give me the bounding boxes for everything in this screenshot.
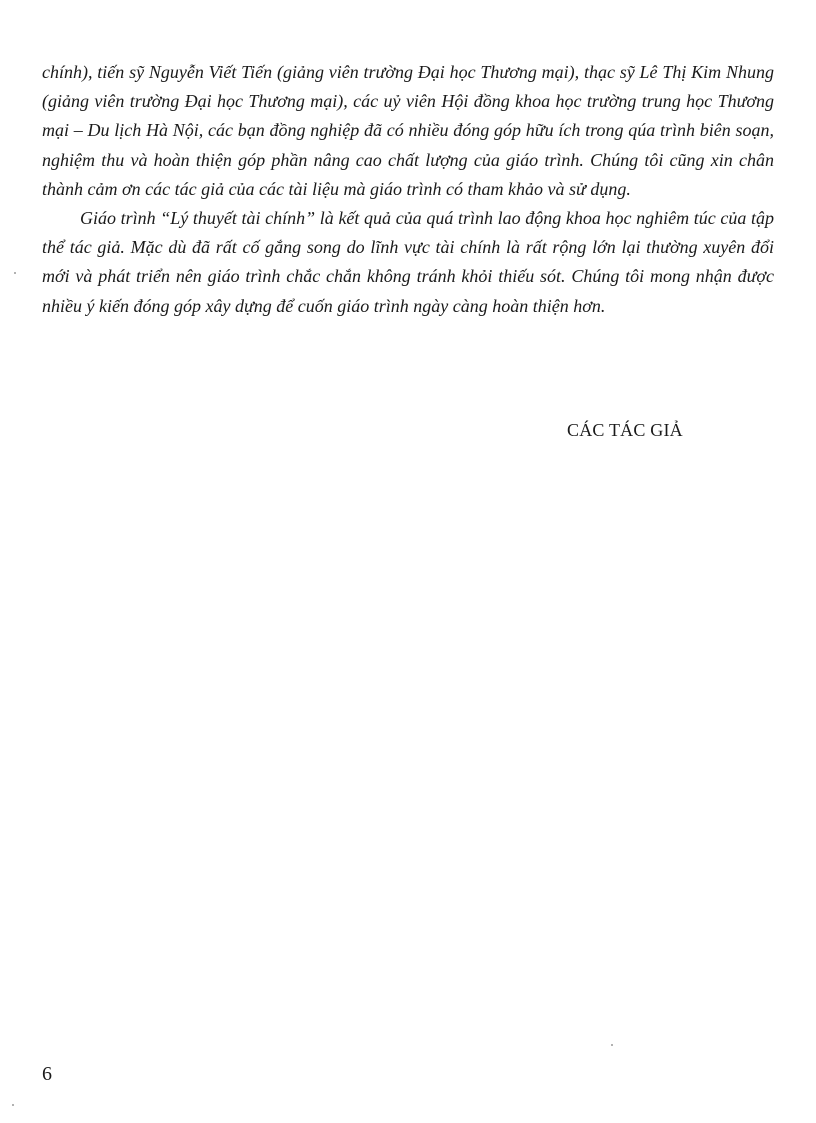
paragraph-acknowledgements: chính), tiến sỹ Nguyễn Viết Tiến (giảng viên trường Đại học Thương mại), thạc sỹ Lê Thị Kim Nhung (giảng viên trường Đại học Thương mại), các uỷ viên Hội đồng khoa học trường trung học Thương mại – Du lịch Hà Nội, các bạn đồng nghiệp đã có nhiều đóng góp hữu ích trong qúa trình biên soạn, nghiệm thu và hoàn thiện góp phần nâng cao chất lượng của giáo trình. Chúng tôi cũng xin chân thành cảm ơn các tác giả của các tài liệu mà giáo trình có tham khảo và sử dụng. [42,62,774,199]
paragraph-conclusion: Giáo trình “Lý thuyết tài chính” là kết quả của quá trình lao động khoa học nghiêm túc của tập thể tác giả. Mặc dù đã rất cố gắng song do lĩnh vực tài chính là rất rộng lớn lại thường xuyên đổi mới và phát triển nên giáo trình chắc chắn không tránh khỏi thiếu sót. Chúng tôi mong nhận được nhiều ý kiến đóng góp xây dựng để cuốn giáo trình ngày càng hoàn thiện hơn. [42,208,774,316]
body-text [42,58,774,321]
signature: CÁC TÁC GIẢ [567,420,683,440]
page-number: 6 [42,1063,52,1085]
scan-speck [14,272,16,274]
scan-speck [12,1104,14,1106]
scan-speck [611,1044,613,1046]
